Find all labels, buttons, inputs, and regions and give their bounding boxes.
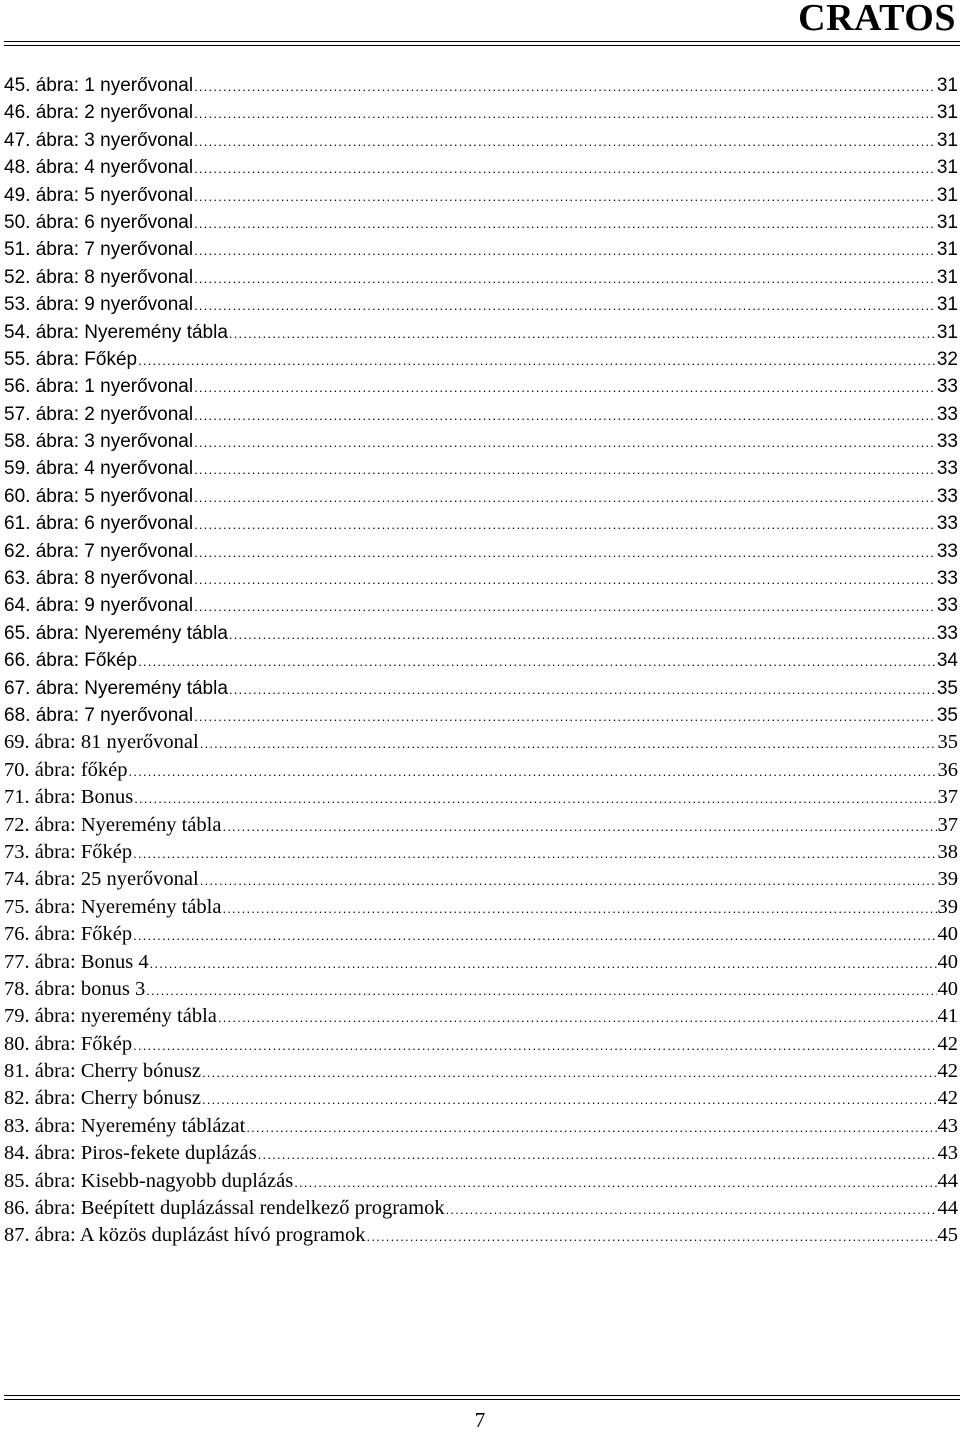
toc-entry[interactable] — [4, 757, 958, 784]
toc-entry-label: 55. ábra: Főkép — [4, 348, 138, 370]
toc-entry-page: 43 — [937, 1142, 958, 1165]
dot-leader — [194, 374, 936, 400]
toc-entry[interactable] — [4, 209, 958, 236]
toc-entry-label: 47. ábra: 3 nyerővonal — [4, 129, 194, 151]
toc-entry-label: 67. ábra: Nyeremény tábla — [4, 677, 228, 699]
toc-entry-page: 42 — [937, 1032, 958, 1055]
toc-entry-label: 52. ábra: 8 nyerővonal — [4, 266, 194, 288]
dot-leader — [218, 1004, 937, 1030]
dot-leader — [229, 676, 936, 702]
toc-entry-page: 33 — [936, 595, 958, 617]
toc-entry-page: 31 — [936, 157, 958, 179]
toc-entry-page: 31 — [936, 102, 958, 124]
toc-entry[interactable] — [4, 592, 958, 619]
dot-leader — [367, 1223, 937, 1249]
toc-entry-page: 37 — [937, 786, 958, 809]
toc-entry[interactable] — [4, 839, 958, 866]
dot-leader — [138, 347, 936, 373]
dot-leader — [202, 1059, 937, 1085]
toc-entry-label: 60. ábra: 5 nyerővonal — [4, 485, 194, 507]
dot-leader — [258, 1141, 937, 1167]
toc-entry[interactable] — [4, 620, 958, 647]
toc-entry-label: 66. ábra: Főkép — [4, 650, 138, 672]
toc-entry[interactable] — [4, 510, 958, 537]
toc-entry-page: 31 — [936, 294, 958, 316]
toc-entry[interactable] — [4, 565, 958, 592]
toc-entry-label: 83. ábra: Nyeremény táblázat — [4, 1114, 246, 1137]
toc-entry-page: 35 — [937, 731, 958, 754]
dot-leader — [194, 128, 936, 154]
toc-entry[interactable] — [4, 921, 958, 948]
toc-entry-label: 72. ábra: Nyeremény tábla — [4, 813, 222, 836]
dot-leader — [194, 402, 936, 428]
toc-entry[interactable] — [4, 894, 958, 921]
toc-entry-label: 59. ábra: 4 nyerővonal — [4, 458, 194, 480]
toc-entry-label: 78. ábra: bonus 3 — [4, 977, 146, 1000]
toc-entry[interactable] — [4, 264, 958, 291]
toc-entry-page: 35 — [936, 677, 958, 699]
toc-entry-page: 39 — [937, 868, 958, 891]
toc-entry-page: 33 — [936, 376, 958, 398]
toc-entry-page: 33 — [936, 403, 958, 425]
toc-entry-page: 45 — [937, 1224, 958, 1247]
toc-entry[interactable] — [4, 976, 958, 1003]
toc-entry-label: 49. ábra: 5 nyerővonal — [4, 184, 194, 206]
toc-entry-page: 33 — [936, 540, 958, 562]
dot-leader — [194, 566, 936, 592]
toc-entry-label: 85. ábra: Kisebb-nagyobb duplázás — [4, 1169, 294, 1192]
dot-leader — [133, 1032, 936, 1058]
toc-entry[interactable] — [4, 99, 958, 126]
toc-entry-page: 31 — [936, 266, 958, 288]
footer-rule — [4, 1395, 960, 1400]
toc-entry-label: 61. ábra: 6 nyerővonal — [4, 513, 194, 535]
dot-leader — [146, 977, 936, 1003]
toc-entry[interactable] — [4, 647, 958, 674]
toc-entry-page: 31 — [936, 75, 958, 96]
toc-entry-page: 33 — [936, 568, 958, 590]
toc-entry[interactable] — [4, 1168, 958, 1195]
page-number: 7 — [474, 1408, 486, 1432]
dot-leader — [150, 950, 937, 976]
dot-leader — [229, 320, 936, 346]
toc-entry-page: 42 — [937, 1087, 958, 1110]
toc-entry-page: 42 — [937, 1060, 958, 1083]
toc-entry[interactable] — [4, 702, 958, 729]
dot-leader — [446, 1196, 937, 1222]
toc-entry-label: 51. ábra: 7 nyerővonal — [4, 239, 194, 261]
toc-entry[interactable] — [4, 72, 958, 99]
toc-entry[interactable] — [4, 236, 958, 263]
header-rule — [4, 41, 960, 46]
toc-entry[interactable] — [4, 373, 958, 400]
toc-entry[interactable] — [4, 1003, 958, 1030]
toc-entry[interactable] — [4, 401, 958, 428]
toc-entry-label: 45. ábra: 1 nyerővonal — [4, 75, 194, 96]
toc-entry-page: 35 — [936, 704, 958, 726]
dot-leader — [194, 703, 936, 729]
toc-entry-page: 40 — [937, 923, 958, 946]
toc-entry[interactable] — [4, 729, 958, 756]
toc-entry-page: 31 — [936, 321, 958, 343]
toc-entry-label: 69. ábra: 81 nyerővonal — [4, 731, 199, 754]
dot-leader — [294, 1169, 936, 1195]
toc-entry[interactable] — [4, 127, 958, 154]
toc-entry-page: 39 — [937, 895, 958, 918]
dot-leader — [194, 265, 936, 291]
dot-leader — [200, 730, 937, 756]
toc-entry-page: 34 — [936, 650, 958, 672]
toc-entry-label: 74. ábra: 25 nyerővonal — [4, 868, 199, 891]
dot-leader — [194, 183, 936, 209]
toc-entry-label: 46. ábra: 2 nyerővonal — [4, 102, 194, 124]
toc-entry-page: 41 — [937, 1005, 958, 1028]
toc-entry[interactable] — [4, 812, 958, 839]
toc-entry-label: 50. ábra: 6 nyerővonal — [4, 211, 194, 233]
toc-entry-page: 37 — [937, 813, 958, 836]
dot-leader — [202, 1086, 937, 1112]
dot-leader — [194, 429, 936, 455]
toc-entry-page: 40 — [937, 950, 958, 973]
toc-entry-page: 31 — [936, 184, 958, 206]
dot-leader — [194, 539, 936, 565]
toc-entry[interactable] — [4, 1140, 958, 1167]
dot-leader — [200, 867, 937, 893]
dot-leader — [194, 210, 936, 236]
toc-entry-label: 76. ábra: Főkép — [4, 923, 133, 946]
toc-entry-label: 79. ábra: nyeremény tábla — [4, 1005, 217, 1028]
toc-entry-page: 43 — [937, 1114, 958, 1137]
toc-entry-label: 56. ábra: 1 nyerővonal — [4, 376, 194, 398]
dot-leader — [246, 1114, 936, 1140]
toc-entry[interactable] — [4, 675, 958, 702]
toc-entry[interactable] — [4, 1113, 958, 1140]
toc-entry-page: 44 — [937, 1197, 958, 1220]
toc-entry[interactable] — [4, 949, 958, 976]
dot-leader — [194, 456, 936, 482]
toc-entry-label: 75. ábra: Nyeremény tábla — [4, 895, 222, 918]
toc-entry-page: 33 — [936, 513, 958, 535]
list-of-figures — [4, 72, 958, 1250]
dot-leader — [194, 73, 936, 99]
toc-entry[interactable] — [4, 1058, 958, 1085]
toc-entry-label: 87. ábra: A közös duplázást hívó programok — [4, 1224, 366, 1247]
toc-entry-page: 31 — [936, 211, 958, 233]
dot-leader — [194, 155, 936, 181]
dot-leader — [229, 621, 936, 647]
toc-entry-page: 33 — [936, 485, 958, 507]
toc-entry-page: 31 — [936, 129, 958, 151]
toc-entry[interactable] — [4, 455, 958, 482]
toc-entry-page: 40 — [937, 977, 958, 1000]
toc-entry[interactable] — [4, 291, 958, 318]
toc-entry-label: 64. ábra: 9 nyerővonal — [4, 595, 194, 617]
dot-leader — [194, 100, 936, 126]
toc-entry-label: 82. ábra: Cherry bónusz — [4, 1087, 201, 1110]
toc-entry-label: 71. ábra: Bonus — [4, 786, 134, 809]
dot-leader — [194, 237, 936, 263]
toc-entry[interactable] — [4, 483, 958, 510]
dot-leader — [194, 593, 936, 619]
toc-entry-page: 38 — [937, 840, 958, 863]
dot-leader — [133, 840, 936, 866]
toc-entry[interactable] — [4, 346, 958, 373]
toc-entry[interactable] — [4, 538, 958, 565]
toc-entry[interactable] — [4, 1222, 958, 1249]
toc-entry-page: 33 — [936, 622, 958, 644]
toc-entry-page: 32 — [936, 348, 958, 370]
dot-leader — [129, 758, 937, 784]
toc-entry-label: 84. ábra: Piros-fekete duplázás — [4, 1142, 257, 1165]
toc-entry[interactable] — [4, 1031, 958, 1058]
toc-entry-page: 44 — [937, 1169, 958, 1192]
toc-entry-label: 77. ábra: Bonus 4 — [4, 950, 149, 973]
toc-entry[interactable] — [4, 182, 958, 209]
toc-entry-label: 58. ábra: 3 nyerővonal — [4, 431, 194, 453]
toc-entry[interactable] — [4, 428, 958, 455]
toc-entry-page: 31 — [936, 239, 958, 261]
toc-entry[interactable] — [4, 1085, 958, 1112]
toc-entry-label: 54. ábra: Nyeremény tábla — [4, 321, 228, 343]
dot-leader — [138, 648, 936, 674]
toc-entry[interactable] — [4, 154, 958, 181]
toc-entry-label: 62. ábra: 7 nyerővonal — [4, 540, 194, 562]
toc-entry-label: 48. ábra: 4 nyerővonal — [4, 157, 194, 179]
dot-leader — [194, 511, 936, 537]
toc-entry-page: 33 — [936, 431, 958, 453]
toc-entry[interactable] — [4, 784, 958, 811]
toc-entry[interactable] — [4, 866, 958, 893]
toc-entry-page: 36 — [937, 758, 958, 781]
toc-entry-label: 80. ábra: Főkép — [4, 1032, 133, 1055]
dot-leader — [194, 292, 936, 318]
toc-entry[interactable] — [4, 319, 958, 346]
toc-entry-label: 86. ábra: Beépített duplázással rendelkező programok — [4, 1197, 445, 1220]
toc-entry-label: 63. ábra: 8 nyerővonal — [4, 568, 194, 590]
toc-entry-label: 53. ábra: 9 nyerővonal — [4, 294, 194, 316]
toc-entry-page: 33 — [936, 458, 958, 480]
toc-entry-label: 70. ábra: főkép — [4, 758, 128, 781]
dot-leader — [194, 484, 936, 510]
toc-entry-label: 73. ábra: Főkép — [4, 840, 133, 863]
dot-leader — [222, 813, 936, 839]
header-title: CRATOS — [798, 0, 956, 39]
toc-entry[interactable] — [4, 1195, 958, 1222]
toc-entry-label: 68. ábra: 7 nyerővonal — [4, 704, 194, 726]
dot-leader — [222, 895, 936, 921]
toc-entry-label: 57. ábra: 2 nyerővonal — [4, 403, 194, 425]
dot-leader — [133, 922, 936, 948]
toc-entry-label: 81. ábra: Cherry bónusz — [4, 1060, 201, 1083]
toc-entry-label: 65. ábra: Nyeremény tábla — [4, 622, 228, 644]
dot-leader — [134, 785, 936, 811]
